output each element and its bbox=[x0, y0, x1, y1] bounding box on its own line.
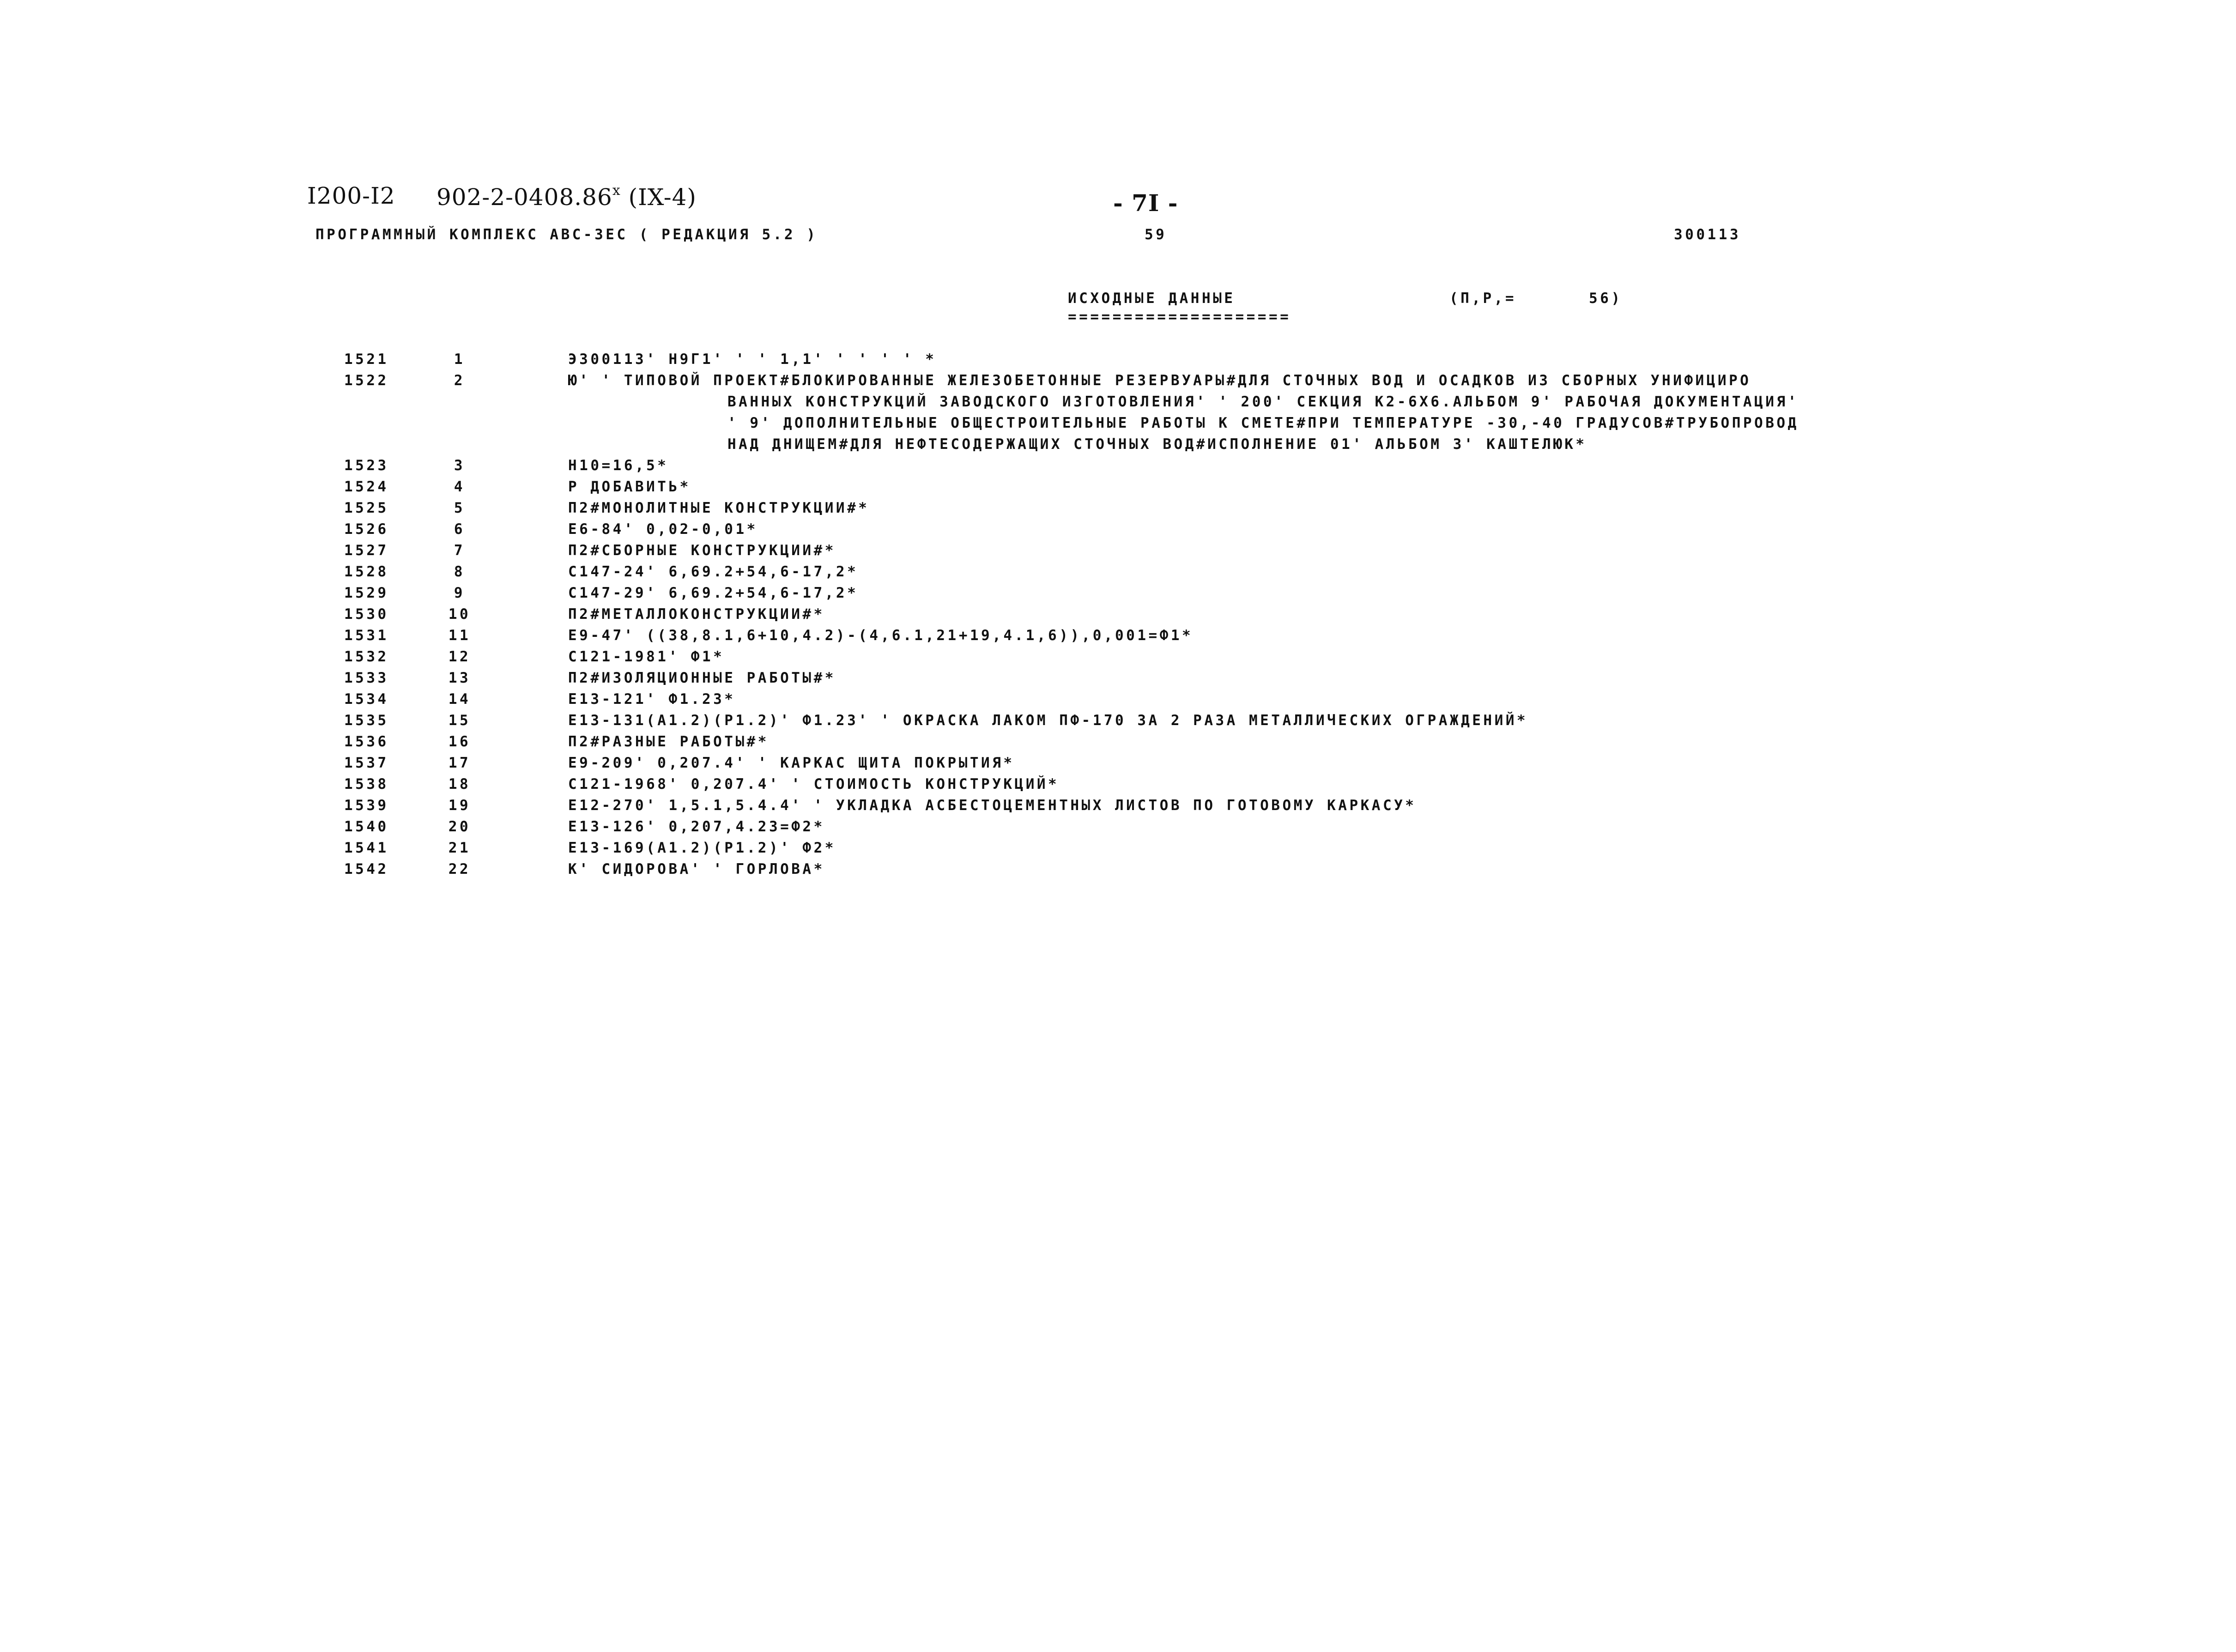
line-number: 1540 bbox=[344, 818, 389, 835]
sequence-number: 20 bbox=[448, 818, 471, 835]
sequence-number: 4 bbox=[454, 478, 466, 495]
page-number: - 7I - bbox=[1113, 189, 1178, 217]
sequence-number: 22 bbox=[448, 861, 471, 877]
line-number: 1539 bbox=[344, 797, 389, 814]
sequence-number: 7 bbox=[454, 542, 466, 559]
row-text: Е13-121' Ф1.23* bbox=[568, 691, 736, 708]
sequence-number: 21 bbox=[448, 840, 471, 856]
sequence-number: 13 bbox=[448, 670, 471, 686]
row-text: Н10=16,5* bbox=[568, 457, 669, 474]
sequence-number: 9 bbox=[454, 585, 466, 601]
pp-value: 56) bbox=[1589, 290, 1623, 307]
sequence-number: 15 bbox=[448, 712, 471, 729]
row-text: П2#РАЗНЫЕ РАБОТЫ#* bbox=[568, 733, 769, 750]
line-number: 1533 bbox=[344, 670, 389, 686]
row-text: П2#МОНОЛИТНЫЕ КОНСТРУКЦИИ#* bbox=[568, 500, 870, 516]
sequence-number: 12 bbox=[448, 648, 471, 665]
line-number: 1532 bbox=[344, 648, 389, 665]
line-number: 1535 bbox=[344, 712, 389, 729]
doc-id: 300113 bbox=[1674, 226, 1741, 243]
row-text: Е6-84' 0,02-0,01* bbox=[568, 521, 758, 538]
line-number: 1542 bbox=[344, 861, 389, 877]
sequence-number: 19 bbox=[448, 797, 471, 814]
sequence-number: 1 bbox=[454, 351, 466, 368]
pp-label: (П,Р,= bbox=[1449, 290, 1516, 307]
line-number: 1534 bbox=[344, 691, 389, 708]
sequence-number: 17 bbox=[448, 755, 471, 771]
line-number: 1526 bbox=[344, 521, 389, 538]
line-number: 1524 bbox=[344, 478, 389, 495]
row-text: Е13-131(А1.2)(Р1.2)' Ф1.23' ' ОКРАСКА ЛАКОМ ПФ-170 ЗА 2 РАЗА МЕТАЛЛИЧЕСКИХ ОГРАЖДЕНИЙ* bbox=[568, 712, 1528, 729]
row-text-continuation: НАД ДНИЩЕМ#ДЛЯ НЕФТЕСОДЕРЖАЩИХ СТОЧНЫХ ВОД#ИСПОЛНЕНИЕ 01' АЛЬБОМ 3' КАШТЕЛЮК* bbox=[727, 436, 1587, 453]
line-number: 1529 bbox=[344, 585, 389, 601]
project-code-sup: x bbox=[612, 182, 621, 199]
sequence-number: 5 bbox=[454, 500, 466, 516]
row-text: Ю' ' ТИПОВОЙ ПРОЕКТ#БЛОКИРОВАННЫЕ ЖЕЛЕЗОБЕТОННЫЕ РЕЗЕРВУАРЫ#ДЛЯ СТОЧНЫХ ВОД И ОСАДКОВ ИЗ СБОРНЫХ УНИФИЦИРО bbox=[568, 372, 1751, 389]
sequence-number: 10 bbox=[448, 606, 471, 623]
line-number: 1536 bbox=[344, 733, 389, 750]
row-text: Е13-126' 0,207,4.23=Ф2* bbox=[568, 818, 825, 835]
program-line: ПРОГРАММНЫЙ КОМПЛЕКС АВС-3ЕС ( РЕДАКЦИЯ 5.2 ) bbox=[315, 226, 818, 243]
sequence-number: 3 bbox=[454, 457, 466, 474]
section-title: ИСХОДНЫЕ ДАННЫЕ bbox=[1068, 290, 1236, 307]
line-number: 1537 bbox=[344, 755, 389, 771]
sequence-number: 16 bbox=[448, 733, 471, 750]
project-code-suffix: (IX-4) bbox=[628, 184, 697, 211]
line-number: 1525 bbox=[344, 500, 389, 516]
row-text: С121-1981' Ф1* bbox=[568, 648, 725, 665]
line-number: 1527 bbox=[344, 542, 389, 559]
line-number: 1530 bbox=[344, 606, 389, 623]
row-text: П2#МЕТАЛЛОКОНСТРУКЦИИ#* bbox=[568, 606, 825, 623]
row-text: К' СИДОРОВА' ' ГОРЛОВА* bbox=[568, 861, 825, 877]
project-code-main: 902-2-0408.86 bbox=[436, 184, 612, 211]
sequence-number: 11 bbox=[448, 627, 471, 644]
line-number: 1521 bbox=[344, 351, 389, 368]
line-number: 1522 bbox=[344, 372, 389, 389]
line-number: 1541 bbox=[344, 840, 389, 856]
row-text: С121-1968' 0,207.4' ' СТОИМОСТЬ КОНСТРУКЦИЙ* bbox=[568, 776, 1060, 793]
row-text-continuation: ВАННЫХ КОНСТРУКЦИЙ ЗАВОДСКОГО ИЗГОТОВЛЕНИЯ' ' 200' СЕКЦИЯ К2-6Х6.АЛЬБОМ 9' РАБОЧАЯ ДОКУМЕНТАЦИЯ' bbox=[727, 393, 1799, 410]
sheet-number: 59 bbox=[1145, 226, 1167, 243]
line-number: 1523 bbox=[344, 457, 389, 474]
project-code bbox=[436, 182, 697, 211]
row-text: П2#ИЗОЛЯЦИОННЫЕ РАБОТЫ#* bbox=[568, 670, 836, 686]
sequence-number: 2 bbox=[454, 372, 466, 389]
sequence-number: 6 bbox=[454, 521, 466, 538]
sequence-number: 18 bbox=[448, 776, 471, 793]
line-number: 1528 bbox=[344, 563, 389, 580]
sequence-number: 8 bbox=[454, 563, 466, 580]
row-text: Е9-209' 0,207.4' ' КАРКАС ЩИТА ПОКРЫТИЯ* bbox=[568, 755, 1015, 771]
row-text: С147-29' 6,69.2+54,6-17,2* bbox=[568, 585, 859, 601]
row-text: Е12-270' 1,5.1,5.4.4' ' УКЛАДКА АСБЕСТОЦЕМЕНТНЫХ ЛИСТОВ ПО ГОТОВОМУ КАРКАСУ* bbox=[568, 797, 1417, 814]
row-text-continuation: ' 9' ДОПОЛНИТЕЛЬНЫЕ ОБЩЕСТРОИТЕЛЬНЫЕ РАБОТЫ К СМЕТЕ#ПРИ ТЕМПЕРАТУРЕ -30,-40 ГРАДУСОВ#ТРУБОПРОВОД bbox=[727, 415, 1799, 431]
line-number: 1531 bbox=[344, 627, 389, 644]
row-text: Е13-169(А1.2)(Р1.2)' Ф2* bbox=[568, 840, 836, 856]
row-text: Е9-47' ((38,8.1,6+10,4.2)-(4,6.1,21+19,4.1,6)),0,001=Ф1* bbox=[568, 627, 1194, 644]
row-text: П2#СБОРНЫЕ КОНСТРУКЦИИ#* bbox=[568, 542, 836, 559]
row-text: С147-24' 6,69.2+54,6-17,2* bbox=[568, 563, 859, 580]
line-number: 1538 bbox=[344, 776, 389, 793]
row-text: Э300113' Н9Г1' ' ' 1,1' ' ' ' ' * bbox=[568, 351, 937, 368]
sequence-number: 14 bbox=[448, 691, 471, 708]
row-text: Р ДОБАВИТЬ* bbox=[568, 478, 691, 495]
doc-code: I200-I2 bbox=[307, 182, 395, 209]
section-title-underline: ==================== bbox=[1068, 309, 1291, 325]
